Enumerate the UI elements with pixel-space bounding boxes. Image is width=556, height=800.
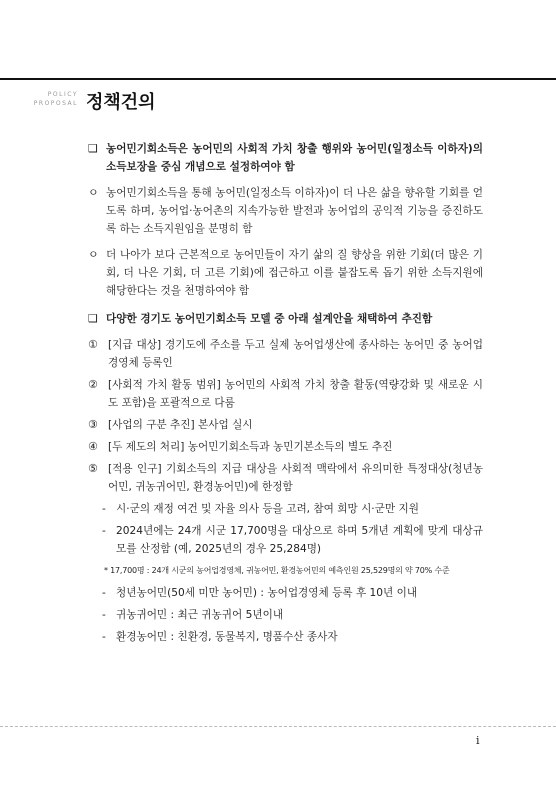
sub-item-2 <box>88 522 483 558</box>
footnote: * 17,700명 : 24개 시군의 농어업경영체, 귀농어민, 환경농어민의 예측인원 25,529명의 약 70% 수준 <box>104 566 450 575</box>
section1-heading <box>88 140 483 176</box>
item-number: ④ <box>88 440 98 453</box>
item-text: [적용 인구] 기회소득의 지급 대상을 사회적 맥락에서 유의미한 특정대상(청년농어민, 귀농귀어민, 환경농어민)에 한정함 <box>108 463 483 493</box>
section2-item-4 <box>88 438 483 456</box>
dash-marker: - <box>102 631 106 643</box>
header-label-line1: POLICY <box>47 91 78 98</box>
sub-item-5 <box>88 628 483 646</box>
item-text: [사회적 가치 활동 범위] 농어민의 사회적 가치 창출 활동(역량강화 및 새로운 시도 포함)을 포괄적으로 다룸 <box>108 379 483 409</box>
item-number: ③ <box>88 418 98 431</box>
section2-text: 다양한 경기도 농어민기회소득 모델 중 아래 설계안을 채택하여 추진함 <box>106 313 433 325</box>
sub-item-text: 시·군의 재정 여건 및 자율 의사 등을 고려, 참여 희망 시·군만 지원 <box>116 503 419 515</box>
footer-rule <box>0 726 556 727</box>
bullet-text: 농어민기회소득을 통해 농어민(일정소득 이하자)이 더 나은 삶을 향유할 기회를 얻도록 하며, 농어업·농어촌의 지속가능한 발전과 농어업의 공익적 기능을 증진하도록 하는 소득지원임을 분명히 함 <box>106 187 483 235</box>
section2-heading <box>88 310 483 328</box>
item-text: [두 제도의 처리] 농어민기회소득과 농민기본소득의 별도 추진 <box>108 441 393 453</box>
sub-item-text: 청년농어민(50세 미만 농어민) : 농어업경영체 등록 후 10년 이내 <box>116 587 418 599</box>
square-bullet-icon: ❑ <box>88 142 98 155</box>
square-bullet-icon: ❑ <box>88 312 98 325</box>
sub-item-1 <box>88 500 483 518</box>
section1-text: 농어민기회소득은 농어민의 사회적 가치 창출 행위와 농어민(일정소득 이하자)의 소득보장을 중심 개념으로 설정하여야 함 <box>106 143 483 173</box>
circle-bullet-icon: ㅇ <box>88 248 99 261</box>
item-text: [지급 대상] 경기도에 주소를 두고 실제 농어업생산에 종사하는 농어민 중 농어업경영체 등록인 <box>108 339 483 369</box>
section2-item-2 <box>88 376 483 412</box>
page-title: 정책건의 <box>86 92 156 113</box>
sub-item-text: 귀농귀어민 : 최근 귀농귀어 5년이내 <box>116 609 284 621</box>
sub-item-3 <box>88 584 483 602</box>
document-body <box>88 140 483 646</box>
item-text: [사업의 구분 추진] 본사업 실시 <box>108 419 253 431</box>
bullet-text: 더 나아가 보다 근본적으로 농어민들이 자기 삶의 질 향상을 위한 기회(더 많은 기회, 더 나은 기회, 더 고른 기회)에 접근하고 이를 붙잡도록 돕기 위한 소득지원에 해당한다는 것을 천명하여야 함 <box>106 249 483 297</box>
dash-marker: - <box>102 587 106 599</box>
page-number: i <box>476 734 480 747</box>
section2-item-1 <box>88 336 483 372</box>
dash-marker: - <box>102 503 106 515</box>
sub-item-text: 2024년에는 24개 시군 17,700명을 대상으로 하며 5개년 계획에 맞게 대상규모를 산정함 (예, 2025년의 경우 25,284명) <box>116 525 483 555</box>
sub-item-4 <box>88 606 483 624</box>
dash-marker: - <box>102 609 106 621</box>
item-number: ① <box>88 338 98 351</box>
section1-bullet-2 <box>88 246 483 300</box>
header-label <box>28 90 78 108</box>
header-label-line2: PROPOSAL <box>33 100 78 107</box>
item-number: ② <box>88 378 98 391</box>
dash-marker: - <box>102 525 106 537</box>
item-number: ⑤ <box>88 462 98 475</box>
sub-item-text: 환경농어민 : 친환경, 동물복지, 명품수산 종사자 <box>116 631 338 643</box>
section2-item-3 <box>88 416 483 434</box>
circle-bullet-icon: ㅇ <box>88 186 99 199</box>
header-rule <box>0 78 556 80</box>
section2-item-5 <box>88 460 483 496</box>
section1-bullet-1 <box>88 184 483 238</box>
